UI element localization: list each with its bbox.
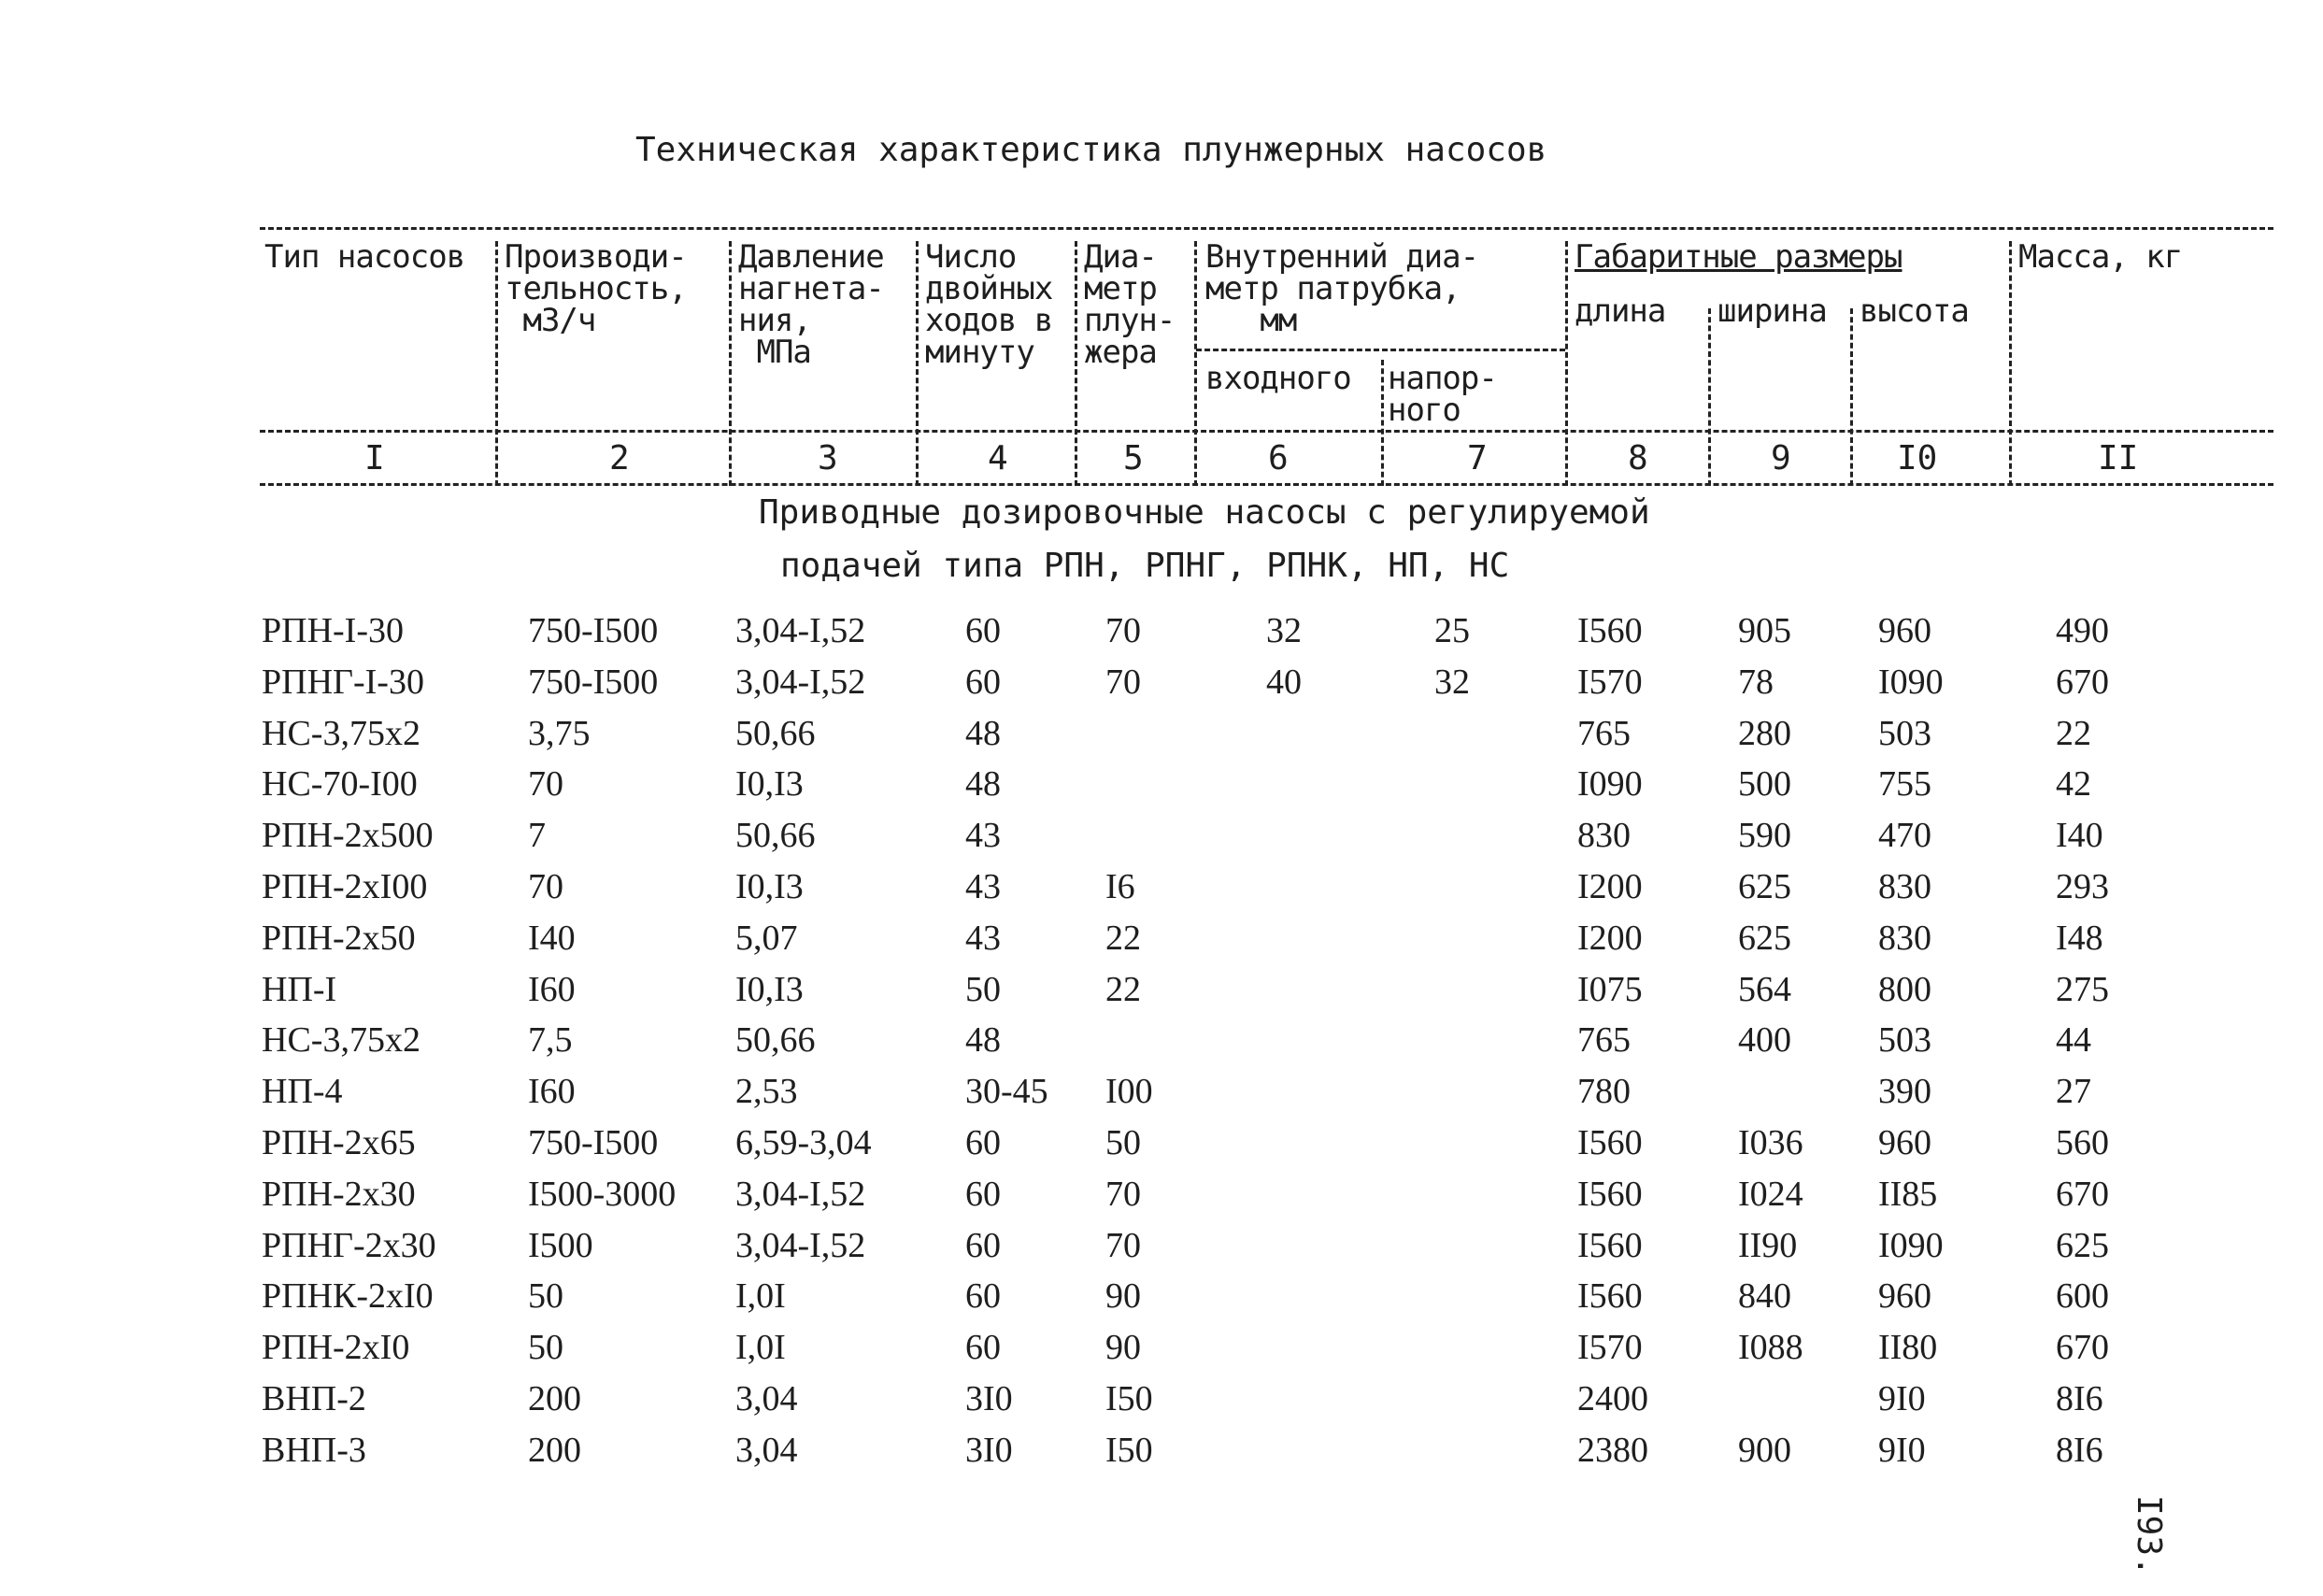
header-mid-rule: [260, 430, 2273, 433]
table-cell: 25: [1434, 611, 1470, 650]
column-separator: [1381, 360, 1384, 486]
table-cell: 840: [1738, 1276, 1791, 1317]
column-separator: [2009, 241, 2012, 486]
table-cell: I,0I: [735, 1276, 786, 1317]
table-cell: 40: [1266, 662, 1302, 702]
column-number: 5: [1123, 439, 1144, 477]
column-number: 9: [1771, 439, 1791, 477]
table-cell: 70: [1105, 1225, 1141, 1265]
table-cell: I560: [1577, 1123, 1643, 1162]
table-cell: РПНК-2хI0: [262, 1276, 434, 1317]
table-cell: 590: [1738, 816, 1791, 856]
column-separator: [1194, 241, 1197, 486]
table-row: [0, 1425, 2323, 1476]
table-cell: РПН-2хI0: [262, 1328, 410, 1368]
header-bottom-rule: [260, 483, 2273, 486]
header-nozzle-outlet: напор- ного: [1388, 360, 1497, 429]
table-cell: РПНГ-2х30: [262, 1225, 436, 1265]
column-separator: [1708, 308, 1711, 486]
table-cell: 3,75: [528, 713, 591, 753]
table-cell: 70: [528, 764, 563, 805]
header-top-rule: [260, 227, 2273, 230]
table-cell: 60: [965, 1174, 1001, 1214]
table-cell: НС-3,75х2: [262, 1020, 420, 1061]
table-cell: 670: [2056, 1174, 2109, 1214]
table-cell: 780: [1577, 1072, 1631, 1112]
table-cell: 5,07: [735, 918, 798, 958]
table-cell: 78: [1738, 662, 1774, 702]
table-cell: 50: [965, 969, 1001, 1009]
table-cell: I560: [1577, 1174, 1643, 1214]
table-cell: 8I6: [2056, 1379, 2103, 1418]
table-cell: 830: [1878, 867, 1931, 906]
table-cell: 90: [1105, 1328, 1141, 1368]
table-cell: 503: [1878, 1020, 1931, 1061]
table-cell: 48: [965, 1020, 1001, 1061]
table-cell: 60: [965, 1328, 1001, 1368]
table-cell: 275: [2056, 969, 2109, 1009]
table-cell: 43: [965, 867, 1001, 906]
column-separator: [1565, 241, 1568, 486]
table-cell: 750-I500: [528, 611, 659, 650]
table-cell: 44: [2056, 1020, 2091, 1061]
table-cell: 22: [2056, 713, 2091, 753]
table-cell: 50,66: [735, 713, 816, 753]
table-cell: 765: [1577, 713, 1631, 753]
table-cell: 470: [1878, 816, 1931, 856]
table-cell: 390: [1878, 1072, 1931, 1112]
table-cell: 48: [965, 764, 1001, 805]
table-cell: I200: [1577, 867, 1643, 906]
table-cell: 503: [1878, 713, 1931, 753]
table-cell: 50: [528, 1276, 563, 1317]
table-cell: I036: [1738, 1123, 1803, 1162]
column-number: 8: [1628, 439, 1648, 477]
table-cell: 50,66: [735, 816, 816, 856]
table-cell: 30-45: [965, 1072, 1048, 1112]
table-cell: 7: [528, 816, 546, 856]
table-cell: 70: [1105, 611, 1141, 650]
table-cell: 7,5: [528, 1020, 573, 1061]
table-cell: ВНП-2: [262, 1379, 366, 1418]
table-cell: 625: [1738, 867, 1791, 906]
column-number: 3: [818, 439, 838, 477]
table-cell: НС-70-I00: [262, 764, 418, 805]
table-cell: 43: [965, 918, 1001, 958]
table-cell: I570: [1577, 1328, 1643, 1368]
table-cell: 500: [1738, 764, 1791, 805]
table-cell: РПНГ-I-30: [262, 662, 424, 702]
column-separator: [495, 241, 498, 486]
table-cell: I40: [528, 918, 576, 958]
table-cell: I50: [1105, 1379, 1153, 1418]
column-number: I: [364, 439, 385, 477]
table-cell: 90: [1105, 1276, 1141, 1317]
header-height: высота: [1860, 292, 1969, 330]
table-row: [0, 913, 2323, 964]
table-cell: I500-3000: [528, 1174, 677, 1214]
table-cell: I,0I: [735, 1328, 786, 1368]
table-row: [0, 810, 2323, 862]
table-row: [0, 1118, 2323, 1169]
table-cell: РПН-I-30: [262, 611, 404, 650]
header-mass: Масса, кг: [2018, 238, 2183, 276]
table-cell: НС-3,75х2: [262, 713, 420, 753]
table-cell: НП-4: [262, 1072, 343, 1112]
table-cell: I48: [2056, 918, 2103, 958]
table-row: [0, 708, 2323, 760]
table-cell: 3,04-I,52: [735, 1225, 866, 1265]
table-cell: I200: [1577, 918, 1643, 958]
table-cell: 293: [2056, 867, 2109, 906]
header-strokes: Число двойных ходов в минуту: [925, 238, 1053, 371]
table-cell: 750-I500: [528, 662, 659, 702]
table-cell: РПН-2х500: [262, 816, 434, 856]
table-cell: 625: [1738, 918, 1791, 958]
table-cell: 560: [2056, 1123, 2109, 1162]
column-separator: [1075, 241, 1077, 486]
table-cell: I560: [1577, 611, 1643, 650]
column-number: I0: [1897, 439, 1938, 477]
table-cell: I090: [1878, 1225, 1944, 1265]
table-cell: 60: [965, 1225, 1001, 1265]
table-cell: 9I0: [1878, 1379, 1926, 1418]
table-cell: 42: [2056, 764, 2091, 805]
table-cell: 905: [1738, 611, 1791, 650]
table-cell: 2400: [1577, 1379, 1648, 1418]
table-cell: II90: [1738, 1225, 1798, 1265]
table-cell: 3I0: [965, 1379, 1013, 1418]
table-row: [0, 1169, 2323, 1220]
section-title-line1: Приводные дозировочные насосы с регулируемой: [759, 493, 1650, 532]
table-cell: 9I0: [1878, 1430, 1926, 1470]
table-cell: I090: [1878, 662, 1944, 702]
document-title: Техническая характеристика плунжерных насосов: [635, 131, 1547, 169]
table-cell: 43: [965, 816, 1001, 856]
table-cell: 27: [2056, 1072, 2091, 1112]
table-cell: 3,04: [735, 1430, 798, 1470]
table-cell: 800: [1878, 969, 1931, 1009]
table-cell: 22: [1105, 918, 1141, 958]
header-type: Тип насосов: [264, 238, 465, 276]
table-cell: 60: [965, 1276, 1001, 1317]
table-cell: 70: [1105, 662, 1141, 702]
table-cell: 70: [1105, 1174, 1141, 1214]
header-nozzle-diameter: Внутренний диа- метр патрубка, мм: [1205, 238, 1479, 339]
table-cell: 400: [1738, 1020, 1791, 1061]
table-cell: 670: [2056, 662, 2109, 702]
table-cell: 750-I500: [528, 1123, 659, 1162]
table-cell: I500: [528, 1225, 593, 1265]
table-cell: 600: [2056, 1276, 2109, 1317]
table-cell: 200: [528, 1379, 581, 1418]
table-cell: 625: [2056, 1225, 2109, 1265]
table-cell: РПН-2х50: [262, 918, 416, 958]
table-row: [0, 964, 2323, 1016]
header-plunger-diameter: Диа- метр плун- жера: [1084, 238, 1176, 371]
table-cell: II85: [1878, 1174, 1938, 1214]
column-number: 4: [988, 439, 1008, 477]
table-cell: 3,04-I,52: [735, 1174, 866, 1214]
table-cell: 8I6: [2056, 1430, 2103, 1470]
table-row: [0, 1066, 2323, 1118]
header-capacity: Производи- тельность, м3/ч: [505, 238, 687, 339]
table-row: [0, 1322, 2323, 1374]
table-cell: I0,I3: [735, 764, 804, 805]
table-cell: 200: [528, 1430, 581, 1470]
table-row: [0, 1015, 2323, 1066]
table-row: [0, 1220, 2323, 1272]
header-length: длина: [1575, 292, 1666, 330]
table-cell: II80: [1878, 1328, 1938, 1368]
table-cell: 3,04-I,52: [735, 611, 866, 650]
table-cell: РПН-2х65: [262, 1123, 416, 1162]
table-cell: 960: [1878, 611, 1931, 650]
header-pressure: Давление нагнета- ния, МПа: [738, 238, 884, 371]
table-cell: РПН-2хI00: [262, 867, 428, 906]
table-row: [0, 657, 2323, 708]
table-cell: 50,66: [735, 1020, 816, 1061]
table-cell: 60: [965, 611, 1001, 650]
table-cell: 50: [1105, 1123, 1141, 1162]
column-separator: [916, 241, 919, 486]
table-cell: I40: [2056, 816, 2103, 856]
table-cell: 50: [528, 1328, 563, 1368]
column-separator: [1850, 308, 1853, 486]
table-cell: 6,59-3,04: [735, 1123, 872, 1162]
table-cell: 490: [2056, 611, 2109, 650]
table-cell: 960: [1878, 1276, 1931, 1317]
table-cell: 830: [1577, 816, 1631, 856]
table-cell: 60: [965, 662, 1001, 702]
table-cell: 2,53: [735, 1072, 798, 1112]
table-row: [0, 759, 2323, 810]
table-cell: 900: [1738, 1430, 1791, 1470]
table-cell: 22: [1105, 969, 1141, 1009]
table-cell: 2380: [1577, 1430, 1648, 1470]
page-number: I93.: [2130, 1495, 2168, 1576]
table-cell: РПН-2х30: [262, 1174, 416, 1214]
table-cell: 3I0: [965, 1430, 1013, 1470]
table-row: [0, 1374, 2323, 1425]
table-cell: I0,I3: [735, 867, 804, 906]
table-cell: 280: [1738, 713, 1791, 753]
table-cell: 670: [2056, 1328, 2109, 1368]
table-row: [0, 606, 2323, 657]
table-cell: 3,04: [735, 1379, 798, 1418]
table-cell: I50: [1105, 1430, 1153, 1470]
header-dimensions: Габаритные размеры: [1575, 238, 1903, 276]
table-cell: I090: [1577, 764, 1643, 805]
table-cell: 564: [1738, 969, 1791, 1009]
table-cell: 755: [1878, 764, 1931, 805]
table-cell: I00: [1105, 1072, 1153, 1112]
section-title-line2: подачей типа РПН, РПНГ, РПНК, НП, НС: [780, 547, 1510, 585]
table-cell: I60: [528, 969, 576, 1009]
table-cell: 48: [965, 713, 1001, 753]
table-cell: 32: [1266, 611, 1302, 650]
table-cell: НП-I: [262, 969, 337, 1009]
table-cell: I560: [1577, 1276, 1643, 1317]
table-cell: I6: [1105, 867, 1135, 906]
table-cell: I560: [1577, 1225, 1643, 1265]
nozzle-sub-rule: [1196, 349, 1565, 351]
table-cell: I60: [528, 1072, 576, 1112]
table-cell: I024: [1738, 1174, 1803, 1214]
header-nozzle-inlet: входного: [1205, 360, 1351, 397]
header-width: ширина: [1717, 292, 1827, 330]
column-number: II: [2098, 439, 2139, 477]
table-cell: 70: [528, 867, 563, 906]
table-cell: 830: [1878, 918, 1931, 958]
column-separator: [729, 241, 732, 486]
table-cell: ВНП-3: [262, 1430, 366, 1470]
table-row: [0, 862, 2323, 913]
table-row: [0, 1271, 2323, 1322]
column-number: 2: [609, 439, 630, 477]
table-cell: I075: [1577, 969, 1643, 1009]
table-cell: I570: [1577, 662, 1643, 702]
table-cell: 765: [1577, 1020, 1631, 1061]
table-cell: 3,04-I,52: [735, 662, 866, 702]
table-cell: 60: [965, 1123, 1001, 1162]
table-cell: 32: [1434, 662, 1470, 702]
table-cell: I088: [1738, 1328, 1803, 1368]
table-cell: 960: [1878, 1123, 1931, 1162]
column-number: 6: [1268, 439, 1289, 477]
table-cell: I0,I3: [735, 969, 804, 1009]
column-number: 7: [1467, 439, 1488, 477]
